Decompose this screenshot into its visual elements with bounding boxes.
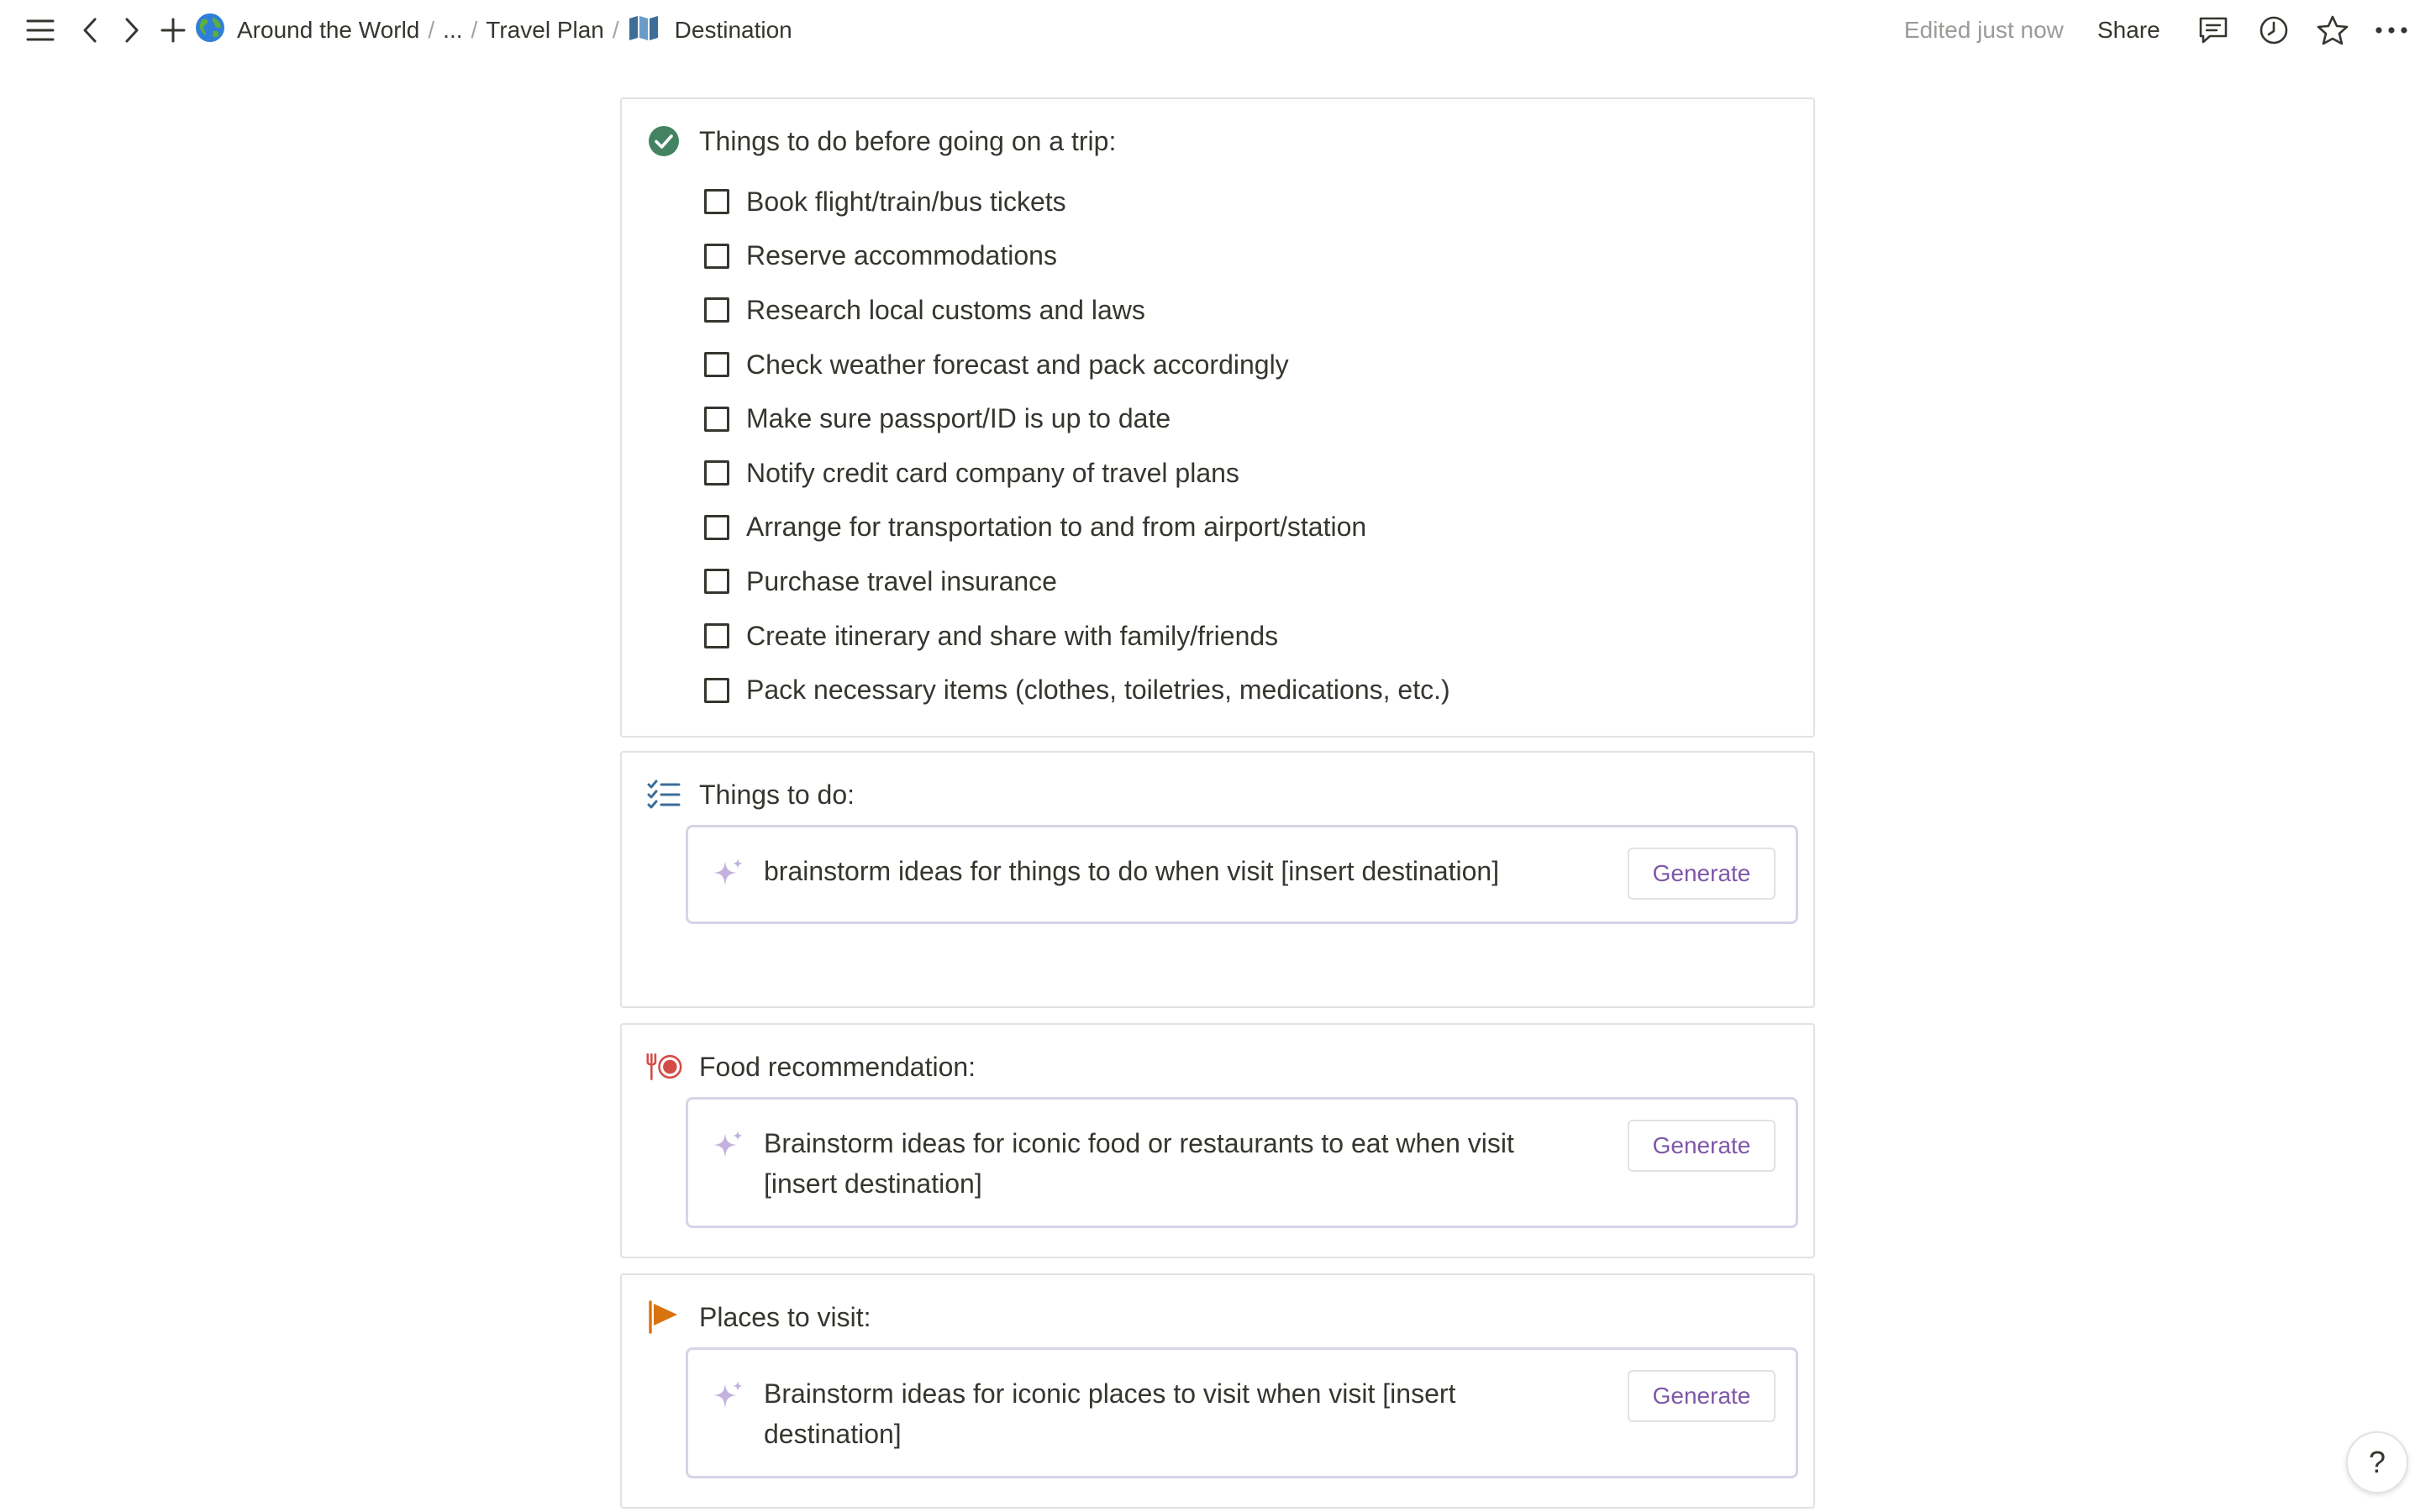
callout-places-to-visit [620, 1273, 1815, 1509]
callout-title: Food recommendation: [699, 1051, 976, 1082]
more-icon[interactable] [2375, 13, 2408, 47]
todo-text[interactable]: Purchase travel insurance [746, 565, 1057, 596]
todo-checkbox[interactable] [704, 352, 729, 377]
breadcrumb-separator: / [612, 17, 619, 43]
breadcrumb-current[interactable] [628, 15, 792, 46]
todo-text[interactable]: Create itinerary and share with family/friends [746, 620, 1279, 651]
ai-prompt-block[interactable] [686, 825, 1798, 924]
flag-icon [645, 1299, 682, 1336]
todo-text[interactable]: Pack necessary items (clothes, toiletries, medications, etc.) [746, 675, 1450, 706]
breadcrumb-separator: / [428, 17, 435, 43]
todo-text[interactable]: Reserve accommodations [746, 240, 1057, 271]
todo-item [704, 391, 1450, 446]
generate-button[interactable]: Generate [1628, 848, 1776, 900]
callout-header [645, 1048, 976, 1085]
dining-icon [645, 1048, 682, 1085]
callout-title: Places to visit: [699, 1301, 871, 1332]
plus-icon[interactable] [158, 15, 188, 45]
generate-button[interactable]: Generate [1628, 1370, 1776, 1422]
top-bar [0, 0, 2420, 60]
callout-header [645, 1299, 871, 1336]
todo-item [704, 501, 1450, 555]
todo-text[interactable]: Arrange for transportation to and from airport/station [746, 512, 1367, 543]
sparkle-icon [710, 858, 744, 891]
sparkle-icon [710, 1380, 744, 1414]
ai-prompt-block[interactable] [686, 1347, 1798, 1478]
todo-list [704, 175, 1450, 717]
callout-things-to-do [620, 751, 1815, 1008]
todo-item [704, 283, 1450, 338]
callout-food-recommendation [620, 1023, 1815, 1258]
menu-icon[interactable] [25, 15, 55, 45]
todo-checkbox[interactable] [704, 515, 729, 540]
todo-checkbox[interactable] [704, 189, 729, 214]
todo-checkbox[interactable] [704, 678, 729, 703]
todo-item [704, 663, 1450, 717]
callout-header [645, 776, 855, 813]
checklist-icon [645, 776, 682, 813]
ai-prompt-text[interactable]: Brainstorm ideas for iconic food or restaurants to eat when visit [insert destination] [764, 1128, 1514, 1199]
todo-text[interactable]: Book flight/train/bus tickets [746, 186, 1066, 217]
todo-item [704, 609, 1450, 664]
callout-title: Things to do: [699, 779, 855, 810]
comment-icon[interactable] [2196, 13, 2230, 47]
todo-text[interactable]: Check weather forecast and pack accordingly [746, 349, 1289, 380]
map-icon [628, 15, 660, 46]
ai-prompt-text[interactable]: brainstorm ideas for things to do when visit [insert destination] [764, 856, 1500, 886]
help-button[interactable]: ? [2346, 1431, 2408, 1494]
breadcrumb-separator: / [471, 17, 478, 43]
breadcrumb-workspace-label: Around the World [237, 17, 420, 43]
edited-status: Edited just now [1904, 17, 2064, 43]
clock-icon[interactable] [2257, 13, 2291, 47]
todo-text[interactable]: Notify credit card company of travel plans [746, 457, 1239, 488]
callout-header [645, 123, 1116, 160]
todo-checkbox[interactable] [704, 407, 729, 432]
breadcrumb-current-label: Destination [674, 17, 792, 43]
check-circle-icon [645, 123, 682, 160]
breadcrumb-parent[interactable]: Travel Plan [486, 17, 604, 43]
chevron-left-icon[interactable] [77, 15, 103, 45]
callout-title: Things to do before going on a trip: [699, 125, 1117, 156]
todo-checkbox[interactable] [704, 297, 729, 323]
globe-icon [195, 13, 225, 49]
todo-checkbox[interactable] [704, 623, 729, 648]
share-button[interactable]: Share [2097, 17, 2160, 43]
todo-text[interactable]: Make sure passport/ID is up to date [746, 403, 1171, 434]
ai-prompt-block[interactable] [686, 1097, 1798, 1228]
breadcrumb [195, 0, 792, 60]
sparkle-icon [710, 1130, 744, 1163]
todo-item [704, 338, 1450, 392]
todo-text[interactable]: Research local customs and laws [746, 294, 1145, 325]
breadcrumb-ellipsis[interactable]: ... [443, 17, 463, 43]
todo-checkbox[interactable] [704, 460, 729, 486]
todo-item [704, 229, 1450, 284]
generate-button[interactable]: Generate [1628, 1120, 1776, 1172]
star-icon[interactable] [2316, 13, 2349, 47]
chevron-right-icon[interactable] [119, 15, 145, 45]
breadcrumb-workspace[interactable] [195, 13, 419, 49]
callout-before-trip [620, 97, 1815, 738]
ai-prompt-text[interactable]: Brainstorm ideas for iconic places to visit when visit [insert destination] [764, 1378, 1456, 1449]
todo-item [704, 446, 1450, 501]
todo-item [704, 175, 1450, 229]
todo-item [704, 554, 1450, 609]
todo-checkbox[interactable] [704, 569, 729, 594]
todo-checkbox[interactable] [704, 244, 729, 269]
